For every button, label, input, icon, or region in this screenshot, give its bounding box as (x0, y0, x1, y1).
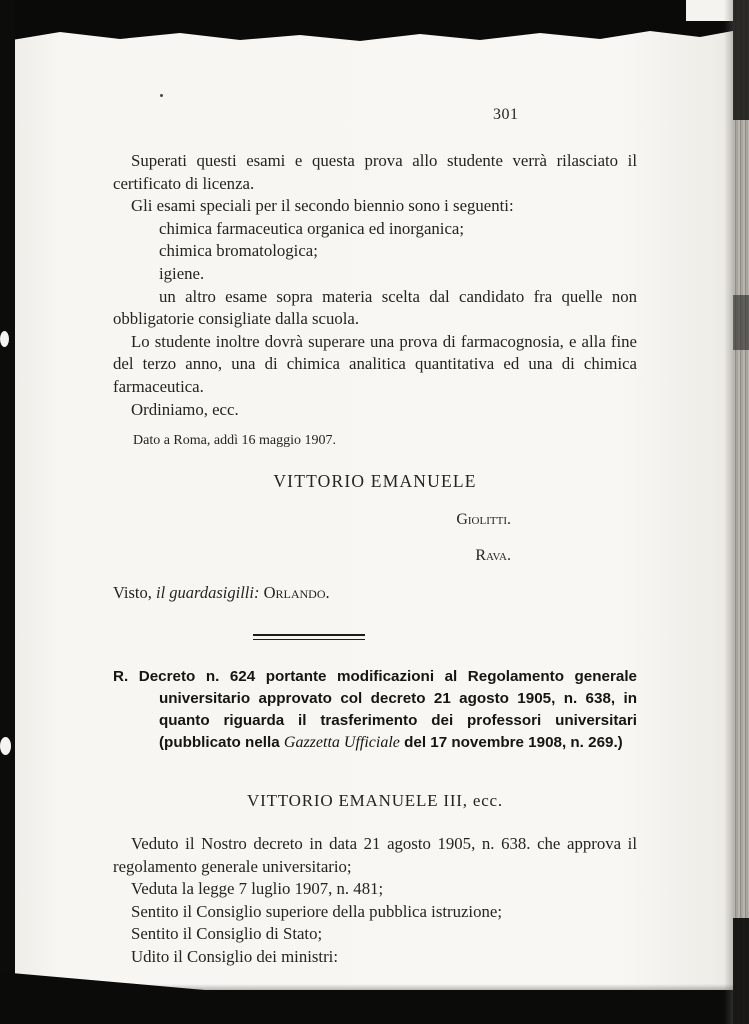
scan-edge-right-dark (733, 918, 749, 1024)
decree-clause: Sentito il Consiglio di Stato; (131, 924, 323, 944)
visto-guardasigilli: il guardasigilli: (156, 582, 264, 602)
visto-line (113, 582, 637, 605)
decree-clause: Udito il Consiglio dei ministri: (131, 946, 338, 966)
royal-signature-name: VITTORIO EMANUELE (273, 470, 477, 491)
list-item: un altro esame sopra materia scelta dal candidato fra quelle non obbligatorie consigliate dalla scuola. (113, 286, 637, 329)
scan-edge-left (0, 0, 15, 1024)
scan-speck (160, 94, 163, 97)
scan-edge-right-dark (733, 295, 749, 350)
decree-heading (113, 666, 637, 754)
list-item: igiene. (159, 263, 205, 283)
visto-prefix: Visto, (113, 582, 157, 602)
page-number: 301 (493, 106, 519, 123)
decree-clause: Sentito il Consiglio superiore della pubblica istruzione; (131, 901, 502, 921)
decree-heading-text: R. Decreto n. 624 portante modificazioni al Regolamento generale universitario approvato col decreto 21 agosto 1905, n. 638, in quanto riguarda il trasferimento dei professori universitari (pubblicato nella (113, 668, 637, 752)
text-column (113, 106, 637, 969)
list-item: chimica bromatologica; (159, 241, 318, 261)
dateline: Dato a Roma, addì 16 maggio 1907. (133, 433, 336, 449)
minister-signature: Giolitti. (456, 510, 511, 528)
scan-edge-top (0, 0, 749, 44)
visto-orlando: Orlando. (263, 582, 330, 602)
decree-clause: Veduta la legge 7 luglio 1907, n. 481; (131, 879, 384, 899)
scan-binding-hole (0, 737, 11, 755)
scan-page-edges (733, 0, 749, 1024)
paragraph: Superati questi esami e questa prova allo studente verrà rilasciato il certificato di licenza. (113, 151, 637, 193)
scan-edge-right-dark (733, 0, 749, 120)
paragraph: Gli esami speciali per il secondo biennio sono i seguenti: (131, 196, 514, 216)
paragraph: Ordiniamo, ecc. (131, 399, 239, 419)
minister-signature: Rava. (475, 546, 511, 564)
body-text (113, 150, 637, 969)
decree-clause: Veduto il Nostro decreto in data 21 agosto 1905, n. 638. che approva il regolamento generale universitario; (113, 834, 637, 876)
scan-edge-bottom-left (0, 972, 250, 1024)
list-item: chimica farmaceutica organica ed inorganica; (159, 218, 465, 238)
scan-binding-hole (0, 331, 9, 347)
royal-title: VITTORIO EMANUELE III, ecc. (247, 791, 503, 811)
decree-clauses (113, 833, 637, 969)
section-divider-rule (253, 634, 365, 640)
paragraph: Lo studente inoltre dovrà superare una prova di farmacognosia, e alla fine del terzo anno, una di chimica analitica quantitativa ed una di chimica farmaceutica. (113, 331, 637, 396)
decree-heading-text: del 17 novembre 1908, n. 269.) (399, 734, 623, 752)
decree-heading-gazzetta: Gazzetta Ufficiale (283, 734, 400, 752)
scan-page-edge-shadow (724, 0, 733, 1024)
